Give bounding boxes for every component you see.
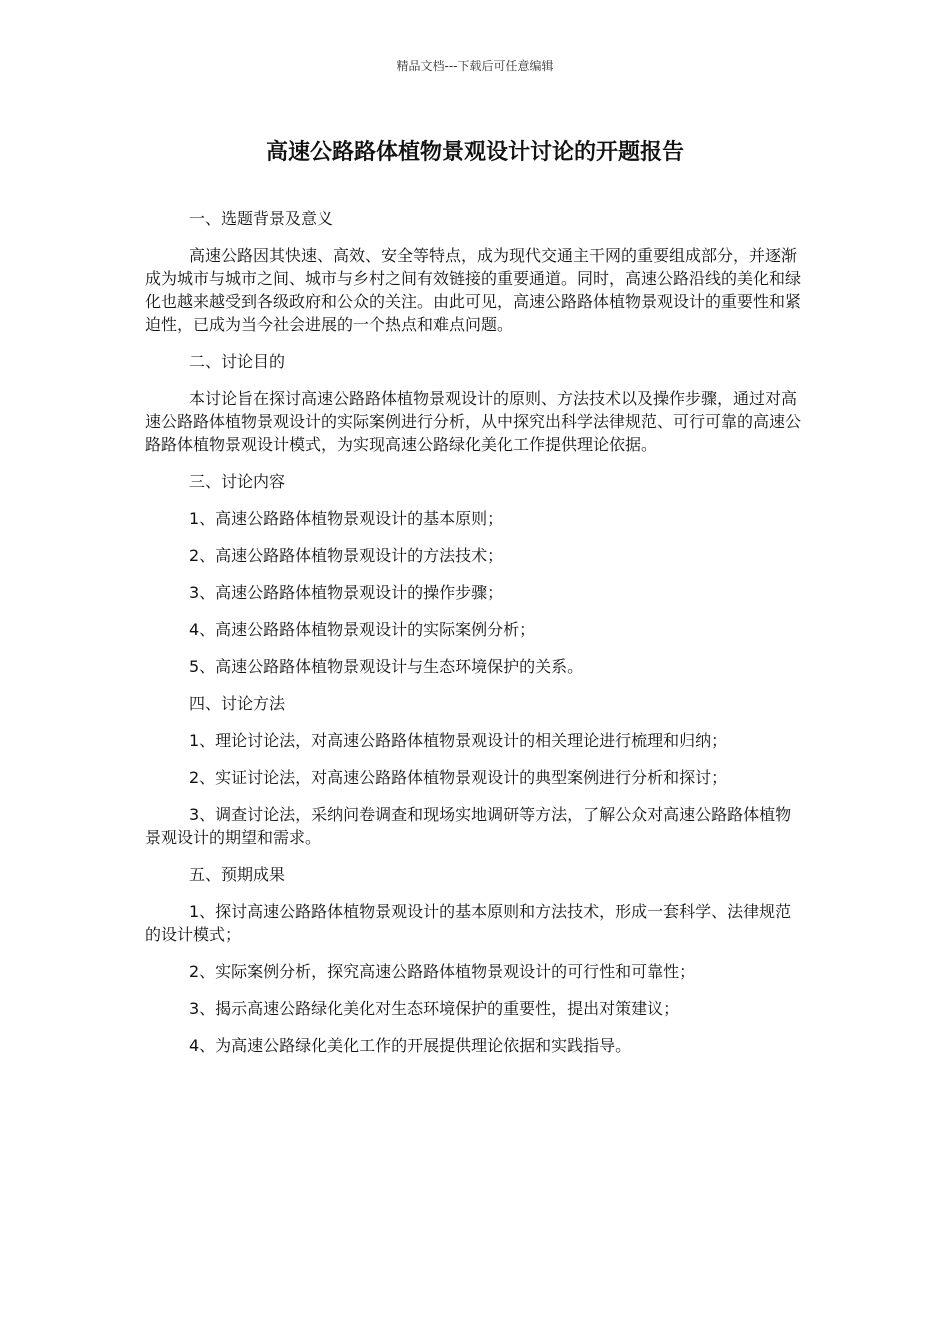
section-heading-background: 一、选题背景及意义 (189, 209, 334, 228)
list-item: 4、为高速公路绿化美化工作的开展提供理论依据和实践指导。 (189, 1036, 632, 1055)
list-item: 1、高速公路路体植物景观设计的基本原则； (189, 509, 504, 528)
list-item: 2、高速公路路体植物景观设计的方法技术； (189, 546, 504, 565)
list-item: 2、实际案例分析，探究高速公路路体植物景观设计的可行性和可靠性； (189, 962, 696, 981)
list-item: 4、高速公路路体植物景观设计的实际案例分析； (189, 620, 536, 639)
paragraph-background: 高速公路因其快速、高效、安全等特点，成为现代交通主干网的重要组成部分，并逐渐成为城市与城市之间、城市与乡村之间有效链接的重要通道。同时，高速公路沿线的美化和绿化也越来越受到各级政府和公众的关注。由此可见，高速公路路体植物景观设计的重要性和紧迫性，已成为当今社会进展的一个热点和难点问题。 (145, 246, 802, 334)
section-heading-purpose: 二、讨论目的 (189, 352, 286, 371)
paragraph-purpose: 本讨论旨在探讨高速公路路体植物景观设计的原则、方法技术以及操作步骤，通过对高速公路路体植物景观设计的实际案例进行分析，从中探究出科学法律规范、可行可靠的高速公路路体植物景观设计模式，为实现高速公路绿化美化工作提供理论依据。 (145, 389, 802, 454)
list-item: 1、探讨高速公路路体植物景观设计的基本原则和方法技术，形成一套科学、法律规范的设计模式； (145, 902, 792, 944)
section-heading-outcomes: 五、预期成果 (189, 865, 286, 884)
document-body (145, 207, 807, 1071)
section-heading-content: 三、讨论内容 (189, 472, 286, 491)
list-item: 3、调查讨论法，采纳问卷调查和现场实地调研等方法，了解公众对高速公路路体植物景观设计的期望和需求。 (145, 805, 792, 847)
list-item: 5、高速公路路体植物景观设计与生态环境保护的关系。 (189, 657, 584, 676)
section-heading-methods: 四、讨论方法 (189, 694, 286, 713)
list-item: 1、理论讨论法，对高速公路路体植物景观设计的相关理论进行梳理和归纳； (189, 731, 728, 750)
list-item: 3、揭示高速公路绿化美化对生态环境保护的重要性，提出对策建议； (189, 999, 680, 1018)
list-item: 2、实证讨论法，对高速公路路体植物景观设计的典型案例进行分析和探讨； (189, 768, 728, 787)
header-note: 精品文档---下载后可任意编辑 (396, 59, 554, 73)
list-item: 3、高速公路路体植物景观设计的操作步骤； (189, 583, 504, 602)
document-title: 高速公路路体植物景观设计讨论的开题报告 (265, 140, 684, 165)
